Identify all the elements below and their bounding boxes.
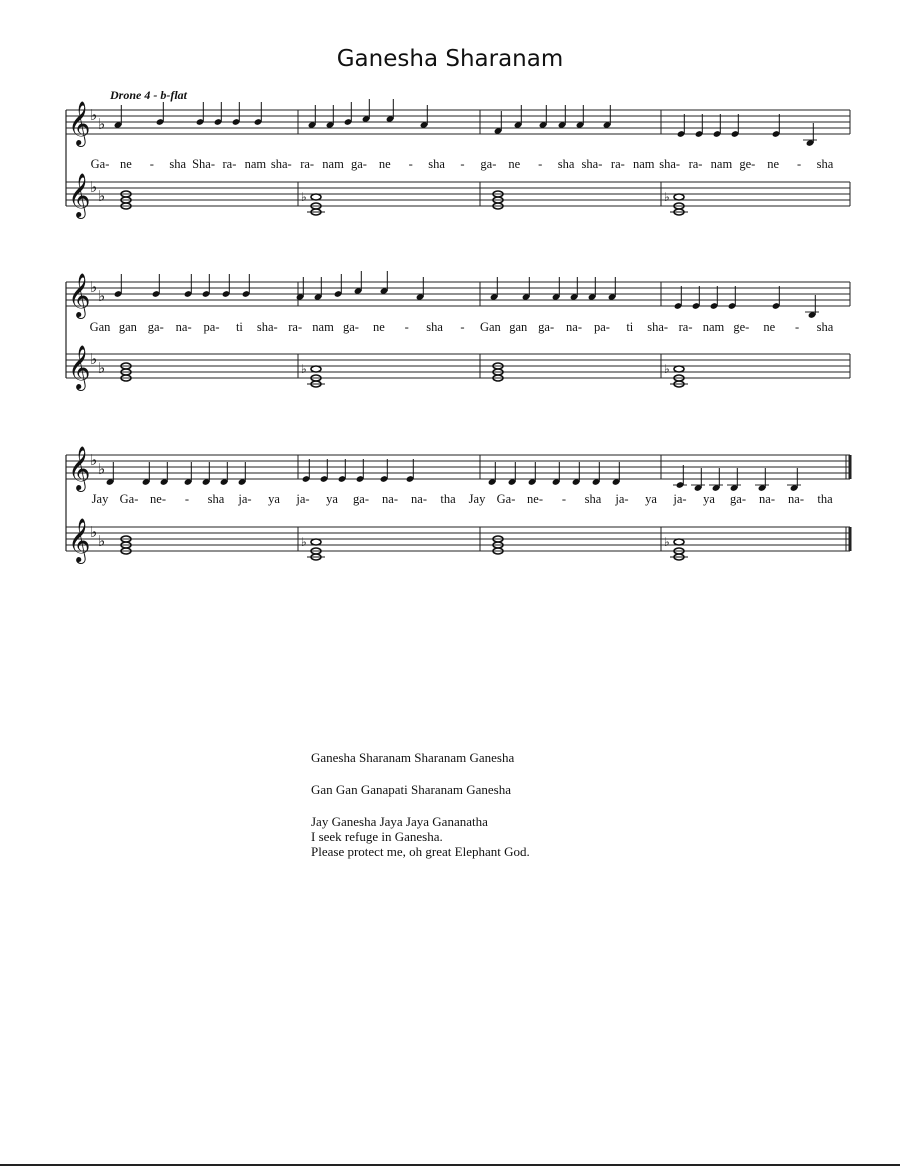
lyric-syllable: ne [372, 320, 385, 334]
lyric-syllable: ne [378, 157, 391, 171]
lyric-syllable: - [149, 157, 154, 171]
lyric-syllable: sha [428, 157, 445, 171]
melody-staff [66, 101, 850, 147]
drone-staff [66, 173, 850, 219]
drone-staff [66, 345, 850, 391]
lyric-syllable: - [797, 157, 802, 171]
lyric-syllable: tha [817, 492, 833, 506]
lyric-syllable: ra- [610, 157, 625, 171]
flat-icon: ♭ [90, 106, 98, 124]
lyric-syllable: nam [244, 157, 267, 171]
lyric-syllable: Gan [479, 320, 501, 334]
lyric-syllable: sha [584, 492, 602, 506]
lyric-syllable: sha [557, 157, 575, 171]
lyric-syllable: ra- [222, 157, 237, 171]
flat-icon: ♭ [301, 190, 307, 204]
lyric-syllable: Ga- [496, 492, 516, 506]
lyric-syllable: na- [175, 320, 192, 334]
lyric-syllable: pa- [203, 320, 220, 334]
lyric-syllable: - [538, 157, 543, 171]
lyric-syllable: ne- [150, 492, 166, 506]
lyric-syllable: na- [382, 492, 398, 506]
lyric-syllable: ga- [538, 320, 555, 334]
lyric-syllable: Ga- [90, 157, 110, 171]
lyric-syllable: ga- [350, 157, 367, 171]
lyric-syllable: nam [322, 157, 344, 171]
flat-icon: ♭ [664, 535, 670, 549]
text-line: Ganesha Sharanam Sharanam Ganesha [311, 750, 515, 765]
lyric-syllable: na- [411, 492, 427, 506]
lyric-syllable: Sha- [192, 157, 216, 171]
lyric-syllable: - [795, 320, 800, 334]
whole-note [311, 194, 321, 200]
lyric-syllable: ya [326, 492, 338, 506]
flat-icon: ♭ [90, 523, 98, 541]
lyric-syllable: tha [440, 492, 456, 506]
lyric-syllable: sha- [581, 157, 603, 171]
drone-marking: Drone 4 - b-flat [110, 88, 187, 102]
lyric-syllable: ti [626, 320, 634, 334]
lyric-syllable: ti [235, 320, 243, 334]
lyric-syllable: ya [703, 492, 715, 506]
flat-icon: ♭ [664, 190, 670, 204]
flat-icon: ♭ [98, 187, 106, 205]
lyric-syllable: nam [710, 157, 733, 171]
lyric-syllable: ja- [238, 492, 252, 506]
lyric-syllable: ra- [688, 157, 703, 171]
lyric-syllable: sha- [647, 320, 669, 334]
lyric-syllable: Ga- [119, 492, 139, 506]
lyric-syllable: Gan [89, 320, 111, 334]
flat-icon: ♭ [664, 362, 670, 376]
lyrics-text-block [311, 750, 530, 859]
flat-icon: ♭ [98, 460, 106, 478]
lyric-syllable: ra- [300, 157, 315, 171]
treble-clef-icon: 𝄞 [68, 101, 91, 145]
whole-note [674, 539, 684, 545]
lyric-syllable: - [408, 157, 413, 171]
lyric-syllable: ja- [615, 492, 629, 506]
lyric-syllable: sha [169, 157, 187, 171]
lyric-syllable: sha- [270, 157, 292, 171]
lyric-syllable: ga- [342, 320, 359, 334]
lyric-syllable: nam [632, 157, 655, 171]
flat-icon: ♭ [90, 350, 98, 368]
lyric-syllable: sha [426, 320, 443, 334]
text-line: I seek refuge in Ganesha. [311, 829, 443, 844]
drone-staff [66, 518, 850, 564]
text-line: Jay Ganesha Jaya Jaya Gananatha [311, 814, 488, 829]
flat-icon: ♭ [90, 178, 98, 196]
flat-icon: ♭ [301, 362, 307, 376]
flat-icon: ♭ [301, 535, 307, 549]
lyric-syllable: ya [268, 492, 280, 506]
melody-staff [66, 273, 850, 319]
lyric-syllable: sha [816, 157, 834, 171]
lyric-syllable: ne- [527, 492, 543, 506]
lyric-syllable: ne [508, 157, 521, 171]
lyric-syllable: gan [118, 320, 137, 334]
lyric-syllable: ra- [288, 320, 303, 334]
lyric-syllable: ne [767, 157, 780, 171]
lyric-syllable: ga- [730, 492, 746, 506]
lyric-syllable: sha- [256, 320, 278, 334]
lyric-syllable: Jay [91, 492, 109, 506]
treble-clef-icon: 𝄞 [68, 518, 91, 562]
text-line: Please protect me, oh great Elephant God. [311, 844, 530, 859]
lyric-syllable: sha- [659, 157, 681, 171]
lyric-syllable: na- [759, 492, 775, 506]
whole-note [311, 366, 321, 372]
lyric-syllable: gan [509, 320, 528, 334]
lyric-syllable: - [460, 157, 465, 171]
treble-clef-icon: 𝄞 [68, 345, 91, 389]
lyric-syllable: - [404, 320, 409, 334]
whole-note [674, 194, 684, 200]
lyric-syllable: ga- [480, 157, 497, 171]
lyric-syllable: - [460, 320, 465, 334]
flat-icon: ♭ [90, 278, 98, 296]
lyric-syllable: ge- [733, 320, 750, 334]
text-line: Gan Gan Ganapati Sharanam Ganesha [311, 782, 511, 797]
lyric-syllable: Jay [468, 492, 486, 506]
lyric-syllable: ga- [147, 320, 164, 334]
flat-icon: ♭ [98, 359, 106, 377]
lyric-syllable: nam [702, 320, 725, 334]
whole-note [674, 366, 684, 372]
lyric-syllable: ya [645, 492, 657, 506]
lyric-syllable: - [561, 492, 567, 506]
treble-clef-icon: 𝄞 [68, 446, 91, 490]
lyric-syllable: ge- [739, 157, 756, 171]
song-title: Ganesha Sharanam [336, 46, 564, 72]
lyric-syllable: - [184, 492, 190, 506]
flat-icon: ♭ [98, 532, 106, 550]
lyric-syllable: na- [788, 492, 804, 506]
lyric-syllable: na- [566, 320, 583, 334]
flat-icon: ♭ [98, 115, 106, 133]
flat-icon: ♭ [98, 287, 106, 305]
lyric-syllable: ne [763, 320, 776, 334]
lyric-syllable: ne [119, 157, 132, 171]
lyric-syllable: pa- [593, 320, 610, 334]
lyric-syllable: ja- [296, 492, 310, 506]
treble-clef-icon: 𝄞 [68, 173, 91, 217]
treble-clef-icon: 𝄞 [68, 273, 91, 317]
lyric-syllable: nam [312, 320, 334, 334]
lyric-syllable: ra- [678, 320, 693, 334]
lyric-syllable: sha [207, 492, 225, 506]
whole-note [311, 539, 321, 545]
lyric-syllable: ja- [673, 492, 687, 506]
lyric-syllable: sha [816, 320, 834, 334]
flat-icon: ♭ [90, 451, 98, 469]
lyric-syllable: ga- [353, 492, 369, 506]
